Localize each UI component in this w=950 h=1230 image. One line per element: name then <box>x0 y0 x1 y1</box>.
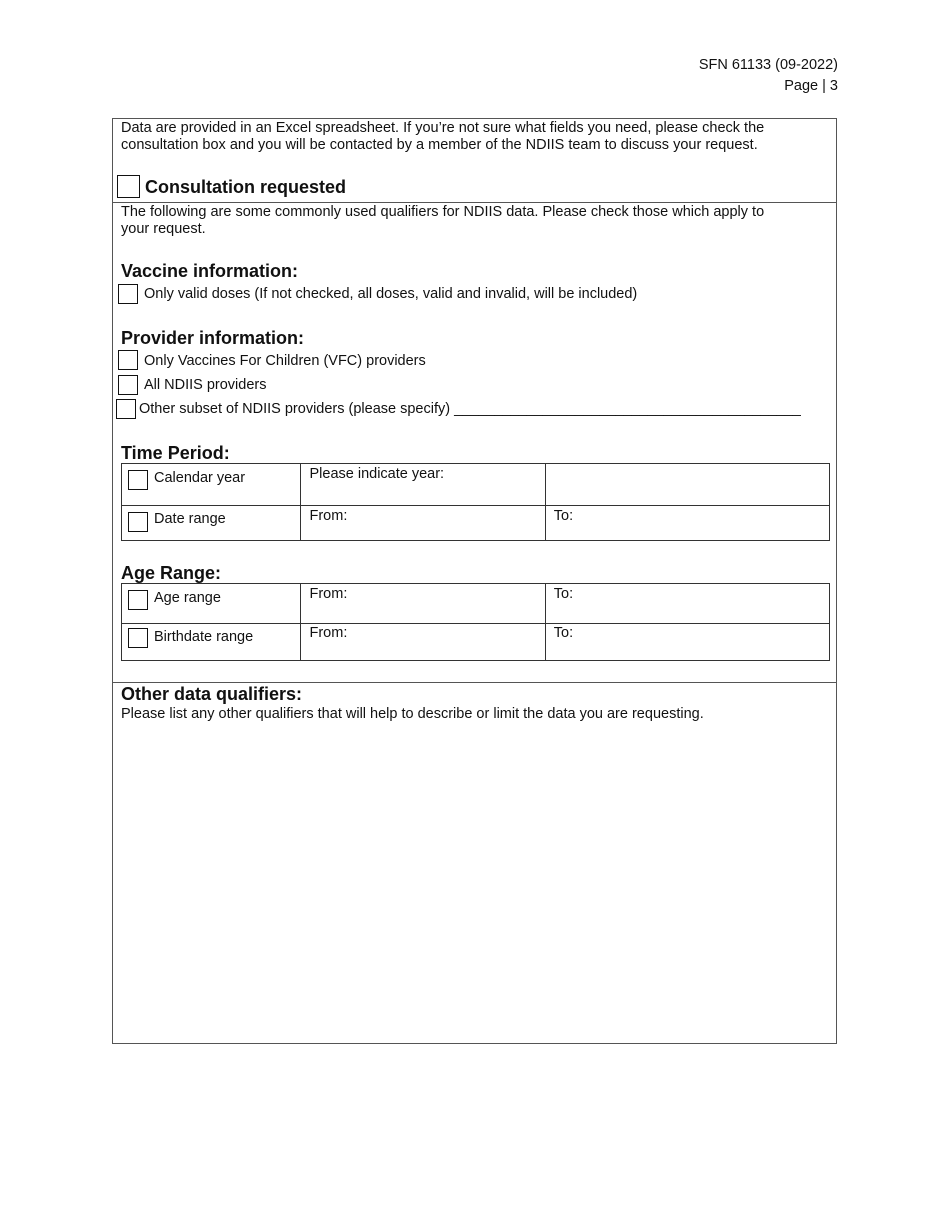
vaccine-heading: Vaccine information: <box>121 261 299 281</box>
all-providers-checkbox[interactable] <box>118 375 138 395</box>
date-range-label: Date range <box>154 511 226 527</box>
time-period-heading: Time Period: <box>121 443 230 463</box>
valid-doses-label: Only valid doses (If not checked, all doses, valid and invalid, will be included) <box>144 286 638 302</box>
vfc-providers-label: Only Vaccines For Children (VFC) providers <box>144 353 426 369</box>
age-range-cell <box>122 584 301 624</box>
calendar-year-checkbox[interactable] <box>128 470 148 490</box>
qualifiers-line-2: your request. <box>121 221 206 237</box>
birthdate-from-cell[interactable] <box>301 624 545 661</box>
consultation-checkbox[interactable] <box>117 175 140 198</box>
age-from-cell[interactable] <box>301 584 545 624</box>
qualifiers-line-1: The following are some commonly used qualifiers for NDIIS data. Please check those which apply to <box>121 204 765 220</box>
valid-doses-checkbox[interactable] <box>118 284 138 304</box>
form-number: SFN 61133 (09-2022) <box>698 57 838 73</box>
calendar-year-label: Calendar year <box>154 470 246 486</box>
date-from-cell[interactable] <box>301 506 545 541</box>
time-period-table <box>121 463 830 541</box>
other-providers-label[interactable]: Other subset of NDIIS providers (please specify) ___________________________________________ <box>139 401 801 417</box>
age-from-label: From: <box>309 586 348 602</box>
date-from-label: From: <box>309 508 348 524</box>
age-range-label: Age range <box>154 590 221 606</box>
section-divider-2 <box>112 682 837 683</box>
intro-line-1: Data are provided in an Excel spreadsheet. If you’re not sure what fields you need, please check the <box>121 120 765 136</box>
indicate-year-label: Please indicate year: <box>309 466 445 482</box>
date-to-label: To: <box>553 508 574 524</box>
vfc-providers-checkbox[interactable] <box>118 350 138 370</box>
all-providers-label: All NDIIS providers <box>144 377 267 393</box>
date-to-cell[interactable] <box>545 506 829 541</box>
age-to-label: To: <box>553 586 574 602</box>
intro-line-2: consultation box and you will be contacted by a member of the NDIIS team to discuss your request. <box>121 137 758 153</box>
age-range-checkbox[interactable] <box>128 590 148 610</box>
birthdate-range-label: Birthdate range <box>154 629 254 645</box>
birthdate-range-cell <box>122 624 301 661</box>
section-divider-1 <box>112 202 837 203</box>
birthdate-to-cell[interactable] <box>545 624 829 661</box>
date-range-cell <box>122 506 301 541</box>
other-qualifiers-heading: Other data qualifiers: <box>121 684 303 704</box>
birthdate-range-checkbox[interactable] <box>128 628 148 648</box>
age-to-cell[interactable] <box>545 584 829 624</box>
other-qualifiers-instruction: Please list any other qualifiers that will help to describe or limit the data you are requesting. <box>121 706 704 722</box>
provider-heading: Provider information: <box>121 328 305 348</box>
consultation-label: Consultation requested <box>145 177 347 197</box>
age-range-table <box>121 583 830 661</box>
other-providers-checkbox[interactable] <box>116 399 136 419</box>
other-qualifiers-text-area[interactable] <box>116 728 832 1038</box>
calendar-year-cell <box>122 464 301 506</box>
indicate-year-cell <box>301 464 545 506</box>
age-range-heading: Age Range: <box>121 563 222 583</box>
birthdate-from-label: From: <box>309 625 348 641</box>
date-range-checkbox[interactable] <box>128 512 148 532</box>
birthdate-to-label: To: <box>553 625 574 641</box>
page-number: Page | 3 <box>784 78 838 94</box>
year-input-cell[interactable] <box>545 464 829 506</box>
